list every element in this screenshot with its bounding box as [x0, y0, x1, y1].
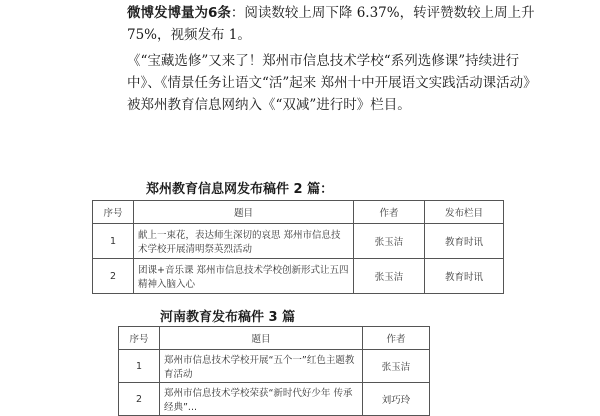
header-author: 作者 — [363, 327, 430, 350]
weibo-stats-text: ：阅读数较上周下降 6.37%，转评赞数较上周上升 75%，视频发布 1。 — [127, 5, 535, 43]
section2-table — [118, 326, 430, 416]
table-row — [119, 350, 430, 383]
row-no: 2 — [119, 383, 160, 416]
header-title: 题目 — [160, 327, 363, 350]
row-author: 张玉洁 — [363, 350, 430, 383]
row-no: 1 — [119, 350, 160, 383]
paragraph-weibo — [100, 2, 537, 46]
row-no: 1 — [93, 224, 134, 259]
row-author: 张玉洁 — [354, 224, 425, 259]
row-no: 2 — [93, 259, 134, 294]
header-no: 序号 — [119, 327, 160, 350]
section1-table — [92, 200, 504, 294]
row-title: 团课+音乐课 郑州市信息技术学校创新形式让五四精神入脑入心 — [134, 259, 354, 294]
row-title: 郑州市信息技术学校荣获“新时代好少年 传承经典”... — [160, 383, 363, 416]
row-author: 张玉洁 — [354, 259, 425, 294]
weibo-count-label: 微博发博量为6条 — [127, 5, 231, 21]
header-author: 作者 — [354, 201, 425, 224]
header-no: 序号 — [93, 201, 134, 224]
row-author: 刘巧玲 — [363, 383, 430, 416]
header-column: 发布栏目 — [425, 201, 504, 224]
row-column: 教育时讯 — [425, 259, 504, 294]
row-title: 郑州市信息技术学校开展“五个一”红色主题教育活动 — [160, 350, 363, 383]
table-header-row — [93, 201, 504, 224]
section1-title: 郑州教育信息网发布稿件 2 篇： — [146, 182, 334, 197]
table-row — [93, 224, 504, 259]
header-title: 题目 — [134, 201, 354, 224]
paragraph-news: 《“宝藏选修”又来了！郑州市信息技术学校“系列选修课”持续进行中》、《情景任务让语文“活”起来 郑州十中开展语文实践活动课活动》被郑州教育信息网纳入《“双减”进行时》栏目。 — [127, 53, 537, 113]
table-row — [119, 383, 430, 416]
row-column: 教育时讯 — [425, 224, 504, 259]
row-title: 献上一束花，表达师生深切的哀思 郑州市信息技术学校开展清明祭英烈活动 — [134, 224, 354, 259]
table-row — [93, 259, 504, 294]
section2-title: 河南教育发布稿件 3 篇 — [160, 310, 296, 325]
table-header-row — [119, 327, 430, 350]
